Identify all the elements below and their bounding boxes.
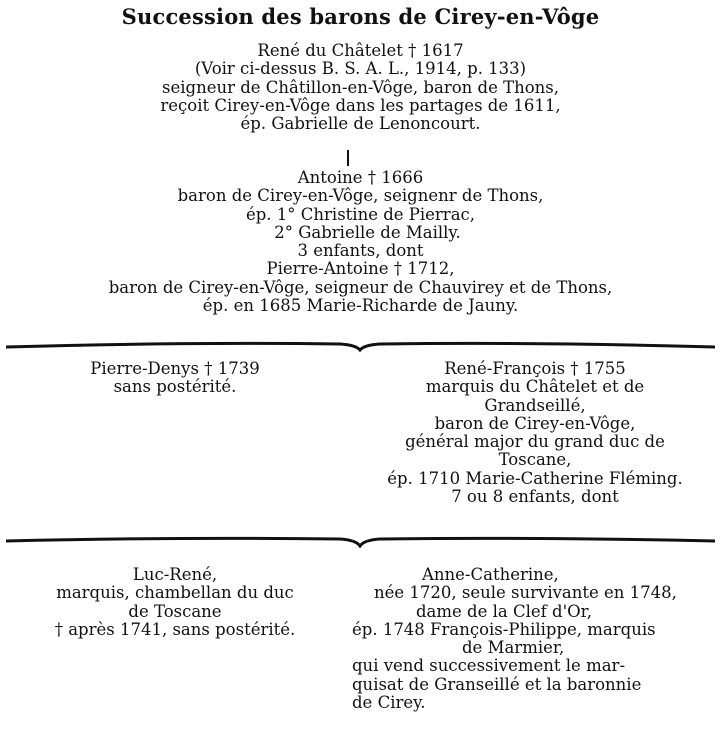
anne-catherine-entry: [352, 566, 714, 712]
entry-line: 2° Gabrielle de Mailly.: [274, 222, 461, 242]
entry-line: sans postérité.: [113, 377, 237, 397]
entry-line: Anne-Catherine,: [422, 565, 559, 584]
entry-line: † après 1741, sans postérité.: [54, 619, 296, 639]
entry-line: baron de Cirey-en-Vôge,: [434, 413, 636, 433]
entry-line: née 1720, seule survivante en 1748,: [374, 583, 677, 603]
descent-line: [347, 150, 349, 166]
entry-line: René du Châtelet † 1617: [257, 41, 464, 60]
rene-francois-entry: [355, 360, 715, 506]
entry-line: Toscane,: [498, 450, 572, 470]
entry-line: qui vend successivement le mar-: [352, 656, 626, 676]
entry-line: de Toscane: [128, 601, 222, 621]
entry-line: de Cirey.: [352, 693, 426, 713]
entry-line: ép. 1748 François-Philippe, marquis: [352, 619, 656, 639]
luc-rene-entry: [0, 566, 350, 639]
entry-line: René-François † 1755: [444, 359, 626, 378]
entry-line: baron de Cirey-en-Vôge, seigneur de Chauvirey et de Thons,: [108, 277, 613, 297]
brace-divider-2: [0, 534, 721, 548]
antoine-entry: [0, 169, 721, 315]
entry-line: baron de Cirey-en-Vôge, seignenr de Thons,: [177, 186, 544, 206]
entry-line: Luc-René,: [132, 565, 218, 584]
entry-line: marquis du Châtelet et de: [425, 377, 645, 397]
entry-line: ép. Gabrielle de Lenoncourt.: [240, 114, 481, 134]
entry-line: Grandseillé,: [484, 395, 586, 415]
entry-line: seigneur de Châtillon-en-Vôge, baron de Thons,: [162, 77, 559, 97]
entry-line: général major du grand duc de: [405, 432, 665, 452]
entry-line: ép. 1° Christine de Pierrac,: [245, 204, 476, 224]
pierre-denys-entry: [0, 360, 350, 397]
entry-line: (Voir ci-dessus B. S. A. L., 1914, p. 133): [194, 59, 527, 79]
entry-line: Pierre-Denys † 1739: [90, 359, 260, 378]
brace-divider-1: [0, 339, 721, 353]
entry-line: reçoit Cirey-en-Vôge dans les partages de 1611,: [160, 95, 561, 115]
entry-line: Antoine † 1666: [297, 168, 424, 187]
rene-du-chatelet-entry: [0, 42, 721, 133]
entry-line: de Marmier,: [462, 638, 565, 658]
entry-line: ép. en 1685 Marie-Richarde de Jauny.: [202, 296, 519, 316]
entry-line: quisat de Granseillé et la baronnie: [352, 674, 642, 694]
entry-line: ép. 1710 Marie-Catherine Fléming.: [387, 468, 683, 488]
entry-line: marquis, chambellan du duc: [56, 583, 294, 603]
page-title: Succession des barons de Cirey-en-Vôge: [121, 4, 600, 29]
entry-line: Pierre-Antoine † 1712,: [266, 259, 455, 279]
entry-line: 3 enfants, dont: [297, 241, 424, 261]
entry-line: 7 ou 8 enfants, dont: [451, 487, 619, 507]
entry-line: dame de la Clef d'Or,: [416, 601, 592, 621]
